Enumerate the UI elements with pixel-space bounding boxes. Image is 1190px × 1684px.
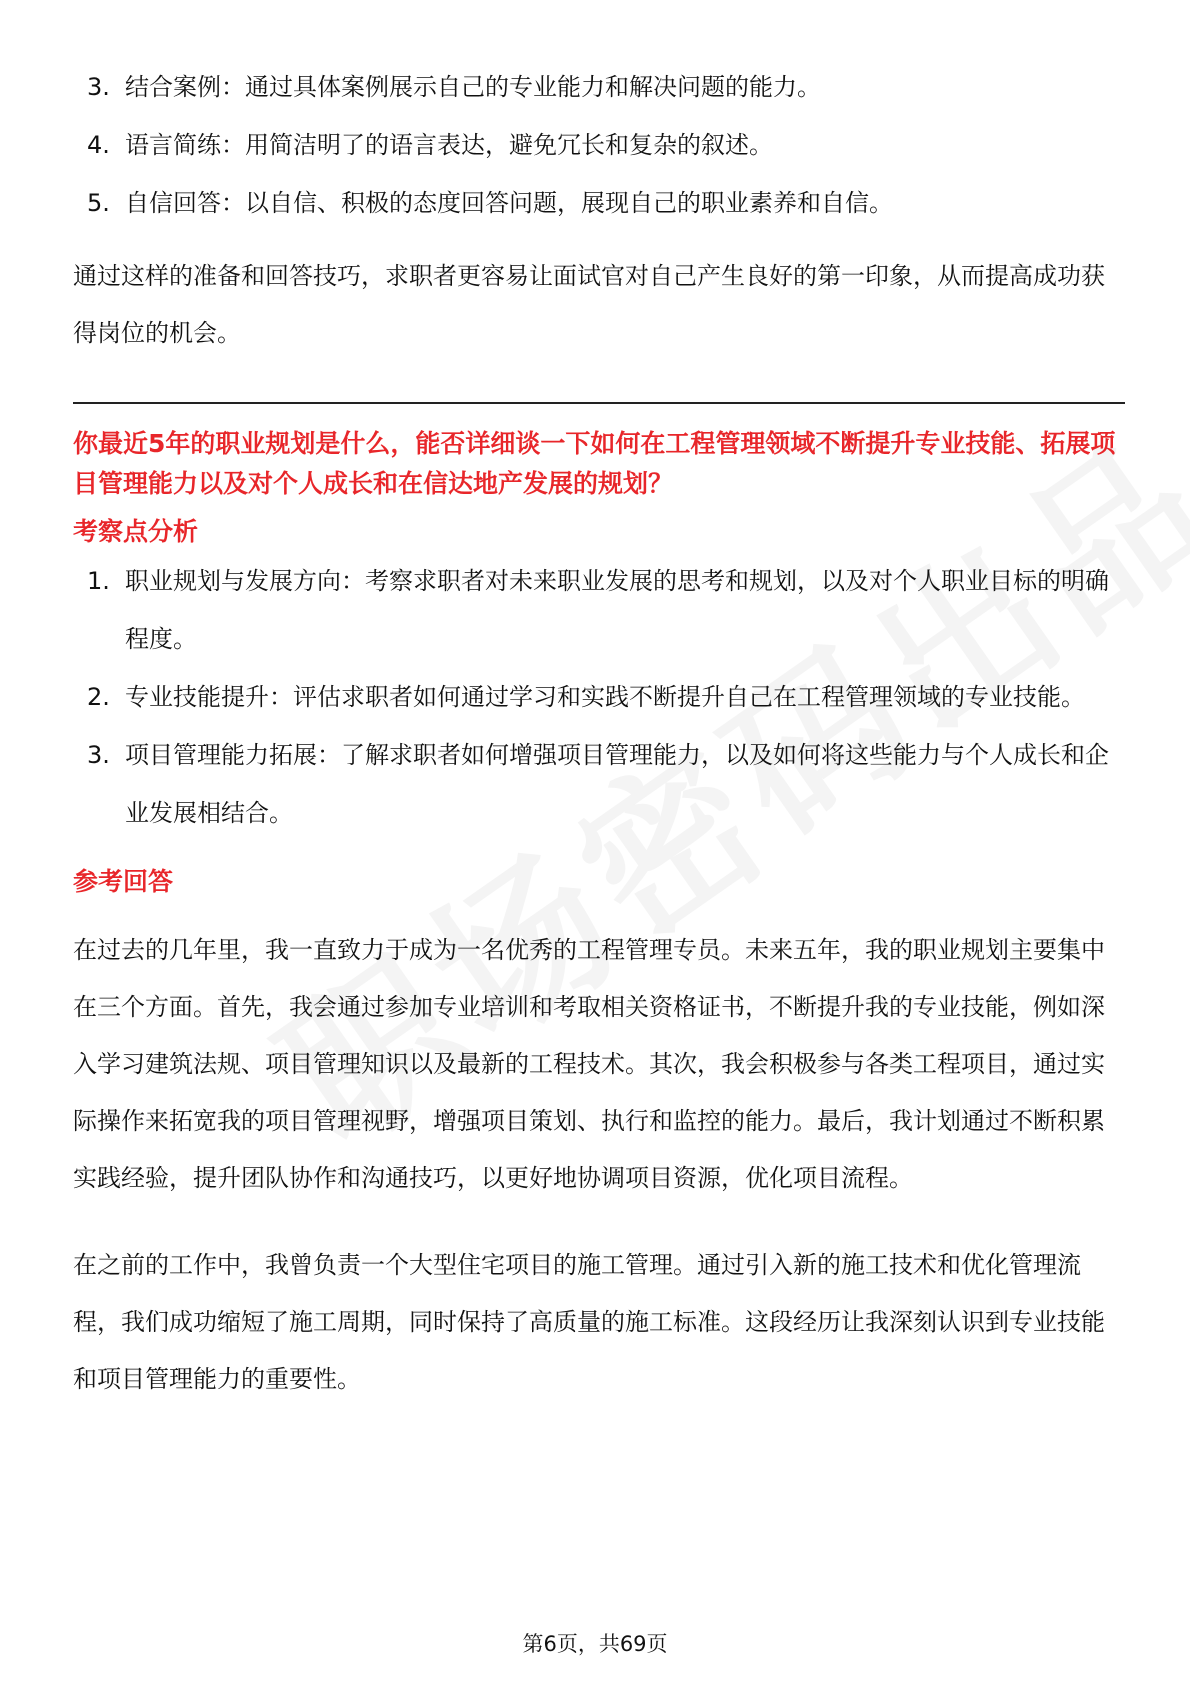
- answer-heading: 参考回答: [73, 867, 174, 896]
- list-item-number: 2.: [87, 683, 110, 711]
- summary-paragraph: 通过这样的准备和回答技巧，求职者更容易让面试官对自己产生良好的第一印象，从而提高成功获得岗位的机会。: [73, 262, 1105, 347]
- analysis-list: [73, 552, 1125, 842]
- list-item-number: 3.: [87, 73, 110, 101]
- list-item-text: 项目管理能力拓展：了解求职者如何增强项目管理能力，以及如何将这些能力与个人成长和企业发展相结合。: [125, 741, 1109, 827]
- page-content: [73, 58, 1125, 1408]
- list-item-text: 语言简练：用简洁明了的语言表达，避免冗长和复杂的叙述。: [125, 131, 773, 159]
- list-item-number: 5.: [87, 189, 110, 217]
- list-item-text: 自信回答：以自信、积极的态度回答问题，展现自己的职业素养和自信。: [125, 189, 893, 217]
- list-item: [73, 668, 1125, 726]
- analysis-heading: 考察点分析: [73, 517, 199, 546]
- list-item-text: 专业技能提升：评估求职者如何通过学习和实践不断提升自己在工程管理领域的专业技能。: [125, 683, 1085, 711]
- list-item-number: 1.: [87, 567, 110, 595]
- answer-paragraph: 在之前的工作中，我曾负责一个大型住宅项目的施工管理。通过引入新的施工技术和优化管理流程，我们成功缩短了施工周期，同时保持了高质量的施工标准。这段经历让我深刻认识到专业技能和项目管理能力的重要性。: [73, 1251, 1105, 1393]
- list-item: [73, 552, 1125, 668]
- list-item-text: 职业规划与发展方向：考察求职者对未来职业发展的思考和规划，以及对个人职业目标的明确程度。: [125, 567, 1109, 653]
- list-item: [73, 174, 1125, 232]
- tips-list: [73, 58, 1125, 232]
- section-divider: [73, 402, 1125, 404]
- list-item-number: 4.: [87, 131, 110, 159]
- list-item: [73, 726, 1125, 842]
- answer-paragraph: 在过去的几年里，我一直致力于成为一名优秀的工程管理专员。未来五年，我的职业规划主要集中在三个方面。首先，我会通过参加专业培训和考取相关资格证书，不断提升我的专业技能，例如深入学习建筑法规、项目管理知识以及最新的工程技术。其次，我会积极参与各类工程项目，通过实际操作来拓宽我的项目管理视野，增强项目策划、执行和监控的能力。最后，我计划通过不断积累实践经验，提升团队协作和沟通技巧，以更好地协调项目资源，优化项目流程。: [73, 936, 1105, 1192]
- interview-question: 你最近5年的职业规划是什么，能否详细谈一下如何在工程管理领域不断提升专业技能、拓展项目管理能力以及对个人成长和在信达地产发展的规划？: [73, 429, 1116, 498]
- list-item: [73, 58, 1125, 116]
- list-item: [73, 116, 1125, 174]
- page-number: 第6页，共69页: [522, 1632, 668, 1656]
- list-item-number: 3.: [87, 741, 110, 769]
- list-item-text: 结合案例：通过具体案例展示自己的专业能力和解决问题的能力。: [125, 73, 821, 101]
